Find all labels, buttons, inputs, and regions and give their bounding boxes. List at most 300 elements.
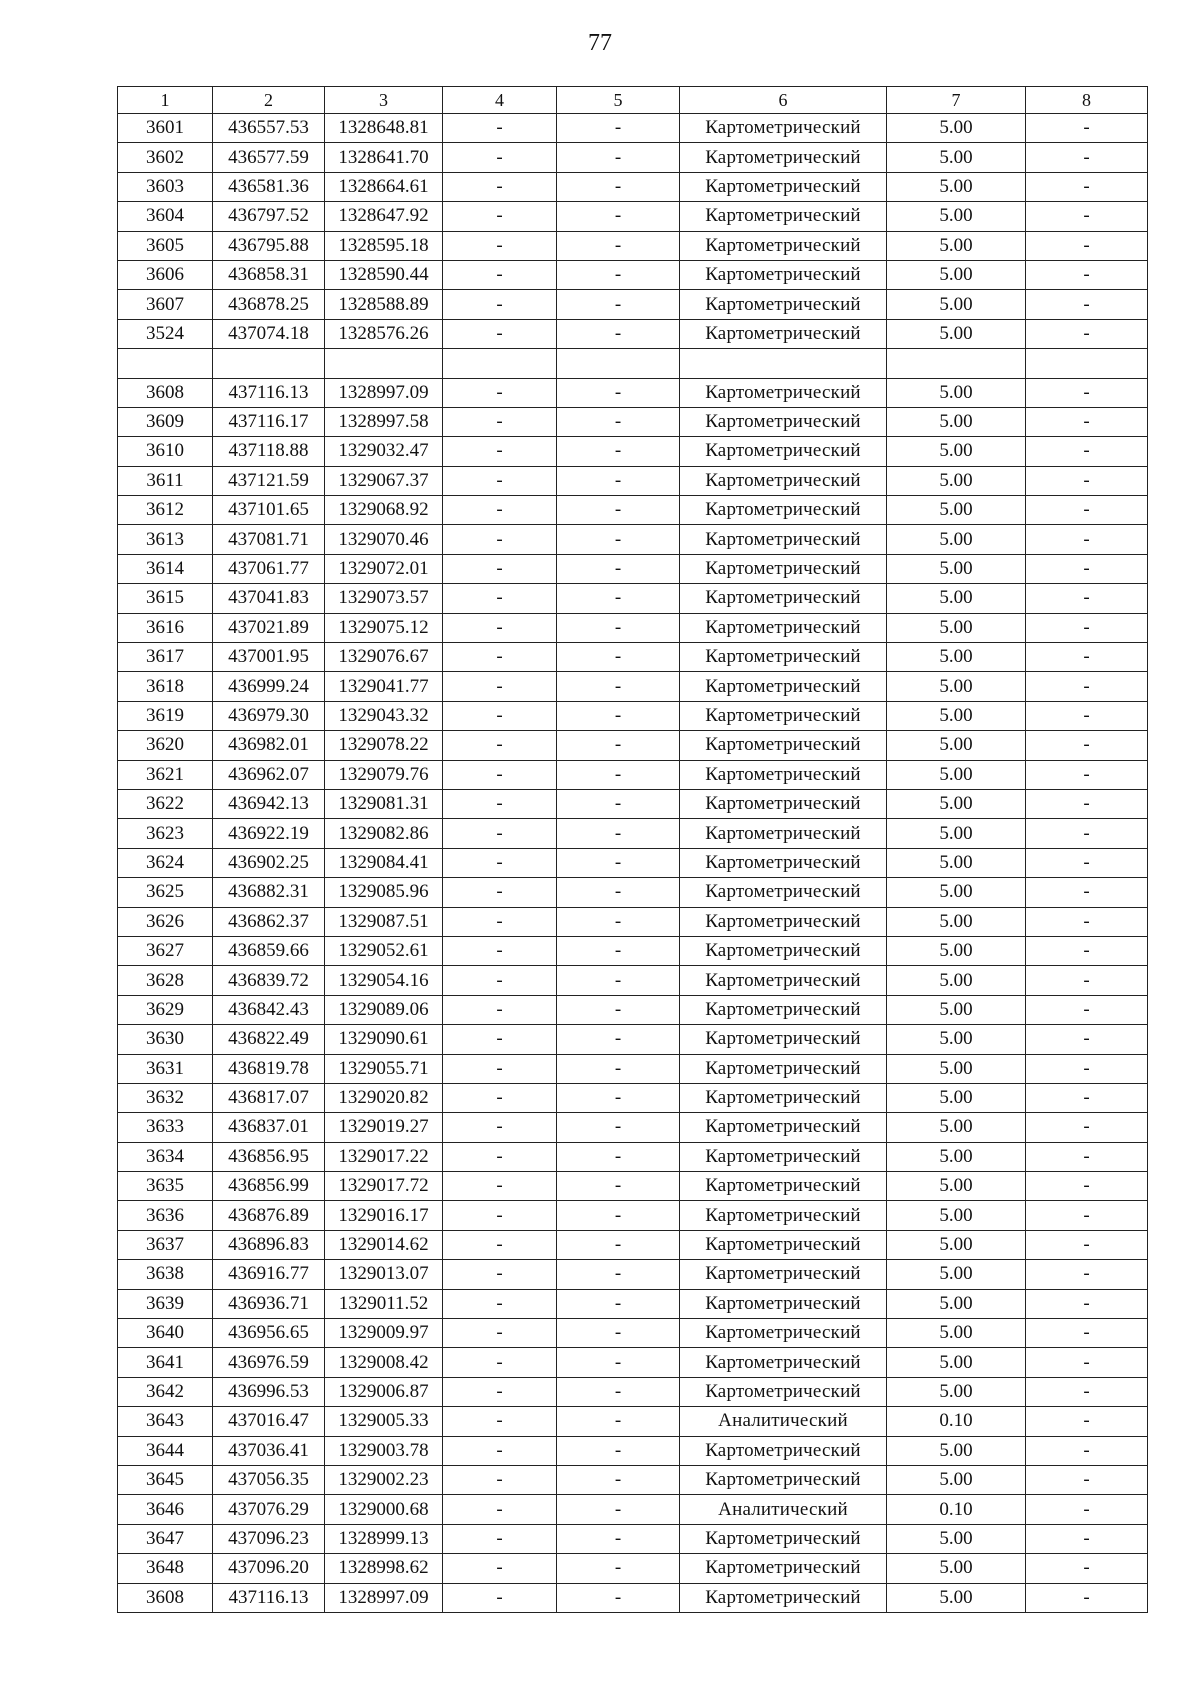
method-cell: Картометрический: [680, 1465, 887, 1494]
col5-cell: -: [557, 1377, 680, 1406]
y-coordinate-cell: 1328588.89: [325, 290, 443, 319]
y-coordinate-cell: 1328641.70: [325, 143, 443, 172]
point-number-cell: 3636: [118, 1201, 213, 1230]
col4-cell: -: [443, 1319, 557, 1348]
col4-cell: -: [443, 525, 557, 554]
col5-cell: -: [557, 231, 680, 260]
accuracy-cell: 5.00: [887, 1230, 1026, 1259]
table-row: [118, 936, 1148, 965]
col8-cell: -: [1026, 1054, 1148, 1083]
col4-cell: -: [443, 290, 557, 319]
table-row: [118, 643, 1148, 672]
point-number-cell: 3619: [118, 701, 213, 730]
point-number-cell: 3524: [118, 319, 213, 348]
point-number-cell: 3643: [118, 1407, 213, 1436]
y-coordinate-cell: 1329079.76: [325, 760, 443, 789]
point-number-cell: 3633: [118, 1113, 213, 1142]
point-number-cell: 3627: [118, 936, 213, 965]
point-number-cell: 3611: [118, 466, 213, 495]
y-coordinate-cell: 1329016.17: [325, 1201, 443, 1230]
column-header-8: 8: [1026, 87, 1148, 114]
table-row: [118, 525, 1148, 554]
col8-cell: -: [1026, 731, 1148, 760]
method-cell: Картометрический: [680, 1260, 887, 1289]
x-coordinate-cell: 436557.53: [213, 114, 325, 143]
accuracy-cell: 5.00: [887, 1054, 1026, 1083]
method-cell: Картометрический: [680, 1172, 887, 1201]
col8-cell: -: [1026, 1113, 1148, 1142]
col4-cell: -: [443, 114, 557, 143]
point-number-cell: 3624: [118, 848, 213, 877]
col4-cell: -: [443, 1289, 557, 1318]
method-cell: Картометрический: [680, 701, 887, 730]
accuracy-cell: 5.00: [887, 1377, 1026, 1406]
col4-cell: -: [443, 760, 557, 789]
x-coordinate-cell: 436962.07: [213, 760, 325, 789]
col8-cell: -: [1026, 907, 1148, 936]
col4-cell: -: [443, 1583, 557, 1612]
col4-cell: [443, 349, 557, 378]
point-number-cell: 3629: [118, 995, 213, 1024]
col8-cell: -: [1026, 260, 1148, 289]
y-coordinate-cell: 1328998.62: [325, 1554, 443, 1583]
table-row: [118, 202, 1148, 231]
y-coordinate-cell: 1329067.37: [325, 466, 443, 495]
y-coordinate-cell: 1329078.22: [325, 731, 443, 760]
accuracy-cell: 5.00: [887, 672, 1026, 701]
x-coordinate-cell: 437116.17: [213, 407, 325, 436]
accuracy-cell: 5.00: [887, 1319, 1026, 1348]
y-coordinate-cell: 1329011.52: [325, 1289, 443, 1318]
method-cell: Картометрический: [680, 760, 887, 789]
x-coordinate-cell: 437016.47: [213, 1407, 325, 1436]
y-coordinate-cell: 1329017.72: [325, 1172, 443, 1201]
table-row: [118, 584, 1148, 613]
col8-cell: [1026, 349, 1148, 378]
x-coordinate-cell: 436936.71: [213, 1289, 325, 1318]
accuracy-cell: 5.00: [887, 1083, 1026, 1112]
col5-cell: -: [557, 1113, 680, 1142]
col5-cell: -: [557, 1348, 680, 1377]
col5-cell: -: [557, 1465, 680, 1494]
accuracy-cell: 5.00: [887, 496, 1026, 525]
table-row: [118, 1319, 1148, 1348]
method-cell: Картометрический: [680, 789, 887, 818]
col5-cell: -: [557, 1436, 680, 1465]
col5-cell: -: [557, 554, 680, 583]
y-coordinate-cell: 1329014.62: [325, 1230, 443, 1259]
accuracy-cell: 5.00: [887, 260, 1026, 289]
accuracy-cell: 5.00: [887, 1583, 1026, 1612]
method-cell: Картометрический: [680, 966, 887, 995]
column-header-6: 6: [680, 87, 887, 114]
method-cell: Картометрический: [680, 1113, 887, 1142]
col4-cell: -: [443, 1495, 557, 1524]
col5-cell: -: [557, 995, 680, 1024]
y-coordinate-cell: 1329013.07: [325, 1260, 443, 1289]
col8-cell: -: [1026, 1201, 1148, 1230]
y-coordinate-cell: 1329090.61: [325, 1025, 443, 1054]
col5-cell: -: [557, 525, 680, 554]
point-number-cell: 3621: [118, 760, 213, 789]
point-number-cell: 3639: [118, 1289, 213, 1318]
col5-cell: -: [557, 701, 680, 730]
table-row: [118, 848, 1148, 877]
method-cell: Картометрический: [680, 290, 887, 319]
table-row: [118, 1172, 1148, 1201]
table-row: [118, 1201, 1148, 1230]
point-number-cell: 3637: [118, 1230, 213, 1259]
table-row: [118, 1495, 1148, 1524]
x-coordinate-cell: 436819.78: [213, 1054, 325, 1083]
col8-cell: -: [1026, 525, 1148, 554]
method-cell: Картометрический: [680, 437, 887, 466]
table-row: [118, 554, 1148, 583]
col8-cell: -: [1026, 1407, 1148, 1436]
y-coordinate-cell: 1329068.92: [325, 496, 443, 525]
method-cell: Картометрический: [680, 525, 887, 554]
table-row: [118, 1465, 1148, 1494]
column-header-1: 1: [118, 87, 213, 114]
col4-cell: -: [443, 819, 557, 848]
col5-cell: -: [557, 1583, 680, 1612]
col4-cell: -: [443, 672, 557, 701]
method-cell: Картометрический: [680, 1201, 887, 1230]
col5-cell: -: [557, 260, 680, 289]
point-number-cell: 3610: [118, 437, 213, 466]
col4-cell: -: [443, 407, 557, 436]
x-coordinate-cell: 437118.88: [213, 437, 325, 466]
col8-cell: -: [1026, 1319, 1148, 1348]
col5-cell: -: [557, 202, 680, 231]
col4-cell: -: [443, 1465, 557, 1494]
col8-cell: -: [1026, 407, 1148, 436]
y-coordinate-cell: 1328999.13: [325, 1524, 443, 1553]
col5-cell: -: [557, 848, 680, 877]
point-number-cell: 3618: [118, 672, 213, 701]
y-coordinate-cell: 1328590.44: [325, 260, 443, 289]
method-cell: Картометрический: [680, 202, 887, 231]
accuracy-cell: 5.00: [887, 290, 1026, 319]
y-coordinate-cell: 1328997.09: [325, 1583, 443, 1612]
col5-cell: -: [557, 936, 680, 965]
y-coordinate-cell: 1329075.12: [325, 613, 443, 642]
point-number-cell: 3638: [118, 1260, 213, 1289]
point-number-cell: 3634: [118, 1142, 213, 1171]
x-coordinate-cell: 437116.13: [213, 378, 325, 407]
method-cell: Картометрический: [680, 1348, 887, 1377]
point-number-cell: [118, 349, 213, 378]
x-coordinate-cell: 436577.59: [213, 143, 325, 172]
column-header-3: 3: [325, 87, 443, 114]
col4-cell: -: [443, 1377, 557, 1406]
x-coordinate-cell: 437096.20: [213, 1554, 325, 1583]
col5-cell: -: [557, 319, 680, 348]
table-row: [118, 407, 1148, 436]
accuracy-cell: 5.00: [887, 378, 1026, 407]
point-number-cell: 3616: [118, 613, 213, 642]
y-coordinate-cell: 1329089.06: [325, 995, 443, 1024]
y-coordinate-cell: 1329084.41: [325, 848, 443, 877]
col5-cell: -: [557, 378, 680, 407]
table-row: [118, 1083, 1148, 1112]
column-header-5: 5: [557, 87, 680, 114]
col5-cell: -: [557, 584, 680, 613]
point-number-cell: 3602: [118, 143, 213, 172]
col5-cell: -: [557, 172, 680, 201]
col8-cell: -: [1026, 1289, 1148, 1318]
col5-cell: -: [557, 496, 680, 525]
table-row: [118, 114, 1148, 143]
table-row: [118, 496, 1148, 525]
y-coordinate-cell: 1329082.86: [325, 819, 443, 848]
x-coordinate-cell: 436822.49: [213, 1025, 325, 1054]
y-coordinate-cell: 1328664.61: [325, 172, 443, 201]
method-cell: Картометрический: [680, 1083, 887, 1112]
method-cell: Картометрический: [680, 143, 887, 172]
method-cell: Картометрический: [680, 260, 887, 289]
point-number-cell: 3628: [118, 966, 213, 995]
col5-cell: -: [557, 613, 680, 642]
y-coordinate-cell: 1329073.57: [325, 584, 443, 613]
table-row: [118, 878, 1148, 907]
accuracy-cell: 5.00: [887, 1172, 1026, 1201]
col8-cell: -: [1026, 1554, 1148, 1583]
accuracy-cell: 5.00: [887, 172, 1026, 201]
col5-cell: -: [557, 466, 680, 495]
col5-cell: -: [557, 907, 680, 936]
method-cell: Картометрический: [680, 907, 887, 936]
col5-cell: -: [557, 1524, 680, 1553]
column-header-2: 2: [213, 87, 325, 114]
x-coordinate-cell: 437056.35: [213, 1465, 325, 1494]
point-number-cell: 3608: [118, 1583, 213, 1612]
method-cell: Картометрический: [680, 1583, 887, 1612]
accuracy-cell: 5.00: [887, 1289, 1026, 1318]
col4-cell: -: [443, 643, 557, 672]
x-coordinate-cell: 436581.36: [213, 172, 325, 201]
y-coordinate-cell: 1328647.92: [325, 202, 443, 231]
col8-cell: -: [1026, 319, 1148, 348]
table-row: [118, 789, 1148, 818]
col8-cell: -: [1026, 584, 1148, 613]
method-cell: Картометрический: [680, 554, 887, 583]
x-coordinate-cell: 436876.89: [213, 1201, 325, 1230]
table-row: [118, 701, 1148, 730]
y-coordinate-cell: 1328997.09: [325, 378, 443, 407]
accuracy-cell: 5.00: [887, 643, 1026, 672]
col8-cell: -: [1026, 760, 1148, 789]
col4-cell: -: [443, 1554, 557, 1583]
col5-cell: -: [557, 1083, 680, 1112]
point-number-cell: 3609: [118, 407, 213, 436]
accuracy-cell: 0.10: [887, 1407, 1026, 1436]
col4-cell: -: [443, 878, 557, 907]
col4-cell: -: [443, 378, 557, 407]
table-row: [118, 1289, 1148, 1318]
col5-cell: -: [557, 672, 680, 701]
col8-cell: -: [1026, 290, 1148, 319]
col4-cell: -: [443, 172, 557, 201]
col5-cell: -: [557, 1025, 680, 1054]
method-cell: Картометрический: [680, 496, 887, 525]
col5-cell: -: [557, 731, 680, 760]
table-row: [118, 1230, 1148, 1259]
accuracy-cell: 5.00: [887, 143, 1026, 172]
point-number-cell: 3615: [118, 584, 213, 613]
col4-cell: -: [443, 1407, 557, 1436]
x-coordinate-cell: 437081.71: [213, 525, 325, 554]
col8-cell: -: [1026, 819, 1148, 848]
method-cell: Картометрический: [680, 848, 887, 877]
point-number-cell: 3644: [118, 1436, 213, 1465]
col4-cell: -: [443, 1524, 557, 1553]
col8-cell: -: [1026, 1260, 1148, 1289]
accuracy-cell: 5.00: [887, 114, 1026, 143]
method-cell: Картометрический: [680, 819, 887, 848]
y-coordinate-cell: 1329087.51: [325, 907, 443, 936]
col4-cell: -: [443, 437, 557, 466]
y-coordinate-cell: 1329019.27: [325, 1113, 443, 1142]
x-coordinate-cell: 436817.07: [213, 1083, 325, 1112]
table-row: [118, 613, 1148, 642]
table-row: [118, 1554, 1148, 1583]
y-coordinate-cell: 1328648.81: [325, 114, 443, 143]
x-coordinate-cell: 437074.18: [213, 319, 325, 348]
accuracy-cell: 5.00: [887, 1025, 1026, 1054]
point-number-cell: 3601: [118, 114, 213, 143]
accuracy-cell: 5.00: [887, 995, 1026, 1024]
col5-cell: -: [557, 1201, 680, 1230]
table-row: [118, 966, 1148, 995]
page-number: 77: [588, 30, 612, 56]
table-row: [118, 1583, 1148, 1612]
col8-cell: -: [1026, 672, 1148, 701]
col8-cell: -: [1026, 437, 1148, 466]
col5-cell: -: [557, 1230, 680, 1259]
col8-cell: -: [1026, 878, 1148, 907]
x-coordinate-cell: 437021.89: [213, 613, 325, 642]
x-coordinate-cell: 436916.77: [213, 1260, 325, 1289]
accuracy-cell: 5.00: [887, 1524, 1026, 1553]
col8-cell: -: [1026, 1025, 1148, 1054]
accuracy-cell: 5.00: [887, 731, 1026, 760]
x-coordinate-cell: 436896.83: [213, 1230, 325, 1259]
point-number-cell: 3620: [118, 731, 213, 760]
method-cell: Картометрический: [680, 1524, 887, 1553]
col8-cell: -: [1026, 613, 1148, 642]
x-coordinate-cell: 437001.95: [213, 643, 325, 672]
col4-cell: -: [443, 701, 557, 730]
col8-cell: -: [1026, 701, 1148, 730]
method-cell: Картометрический: [680, 1554, 887, 1583]
method-cell: Картометрический: [680, 672, 887, 701]
point-number-cell: 3614: [118, 554, 213, 583]
table-row: [118, 1260, 1148, 1289]
table-row: [118, 760, 1148, 789]
y-coordinate-cell: 1329054.16: [325, 966, 443, 995]
x-coordinate-cell: 436797.52: [213, 202, 325, 231]
col5-cell: -: [557, 760, 680, 789]
col8-cell: -: [1026, 1495, 1148, 1524]
col5-cell: -: [557, 1289, 680, 1318]
col4-cell: -: [443, 907, 557, 936]
col5-cell: -: [557, 878, 680, 907]
col5-cell: -: [557, 789, 680, 818]
col5-cell: -: [557, 407, 680, 436]
accuracy-cell: 5.00: [887, 613, 1026, 642]
method-cell: Аналитический: [680, 1407, 887, 1436]
y-coordinate-cell: 1329085.96: [325, 878, 443, 907]
method-cell: Картометрический: [680, 378, 887, 407]
accuracy-cell: 5.00: [887, 437, 1026, 466]
x-coordinate-cell: 436862.37: [213, 907, 325, 936]
col5-cell: -: [557, 1260, 680, 1289]
col5-cell: -: [557, 1407, 680, 1436]
point-number-cell: 3648: [118, 1554, 213, 1583]
table-row: [118, 672, 1148, 701]
col4-cell: -: [443, 1201, 557, 1230]
column-header-4: 4: [443, 87, 557, 114]
method-cell: Картометрический: [680, 643, 887, 672]
x-coordinate-cell: 436795.88: [213, 231, 325, 260]
col4-cell: -: [443, 789, 557, 818]
col8-cell: -: [1026, 231, 1148, 260]
col8-cell: -: [1026, 1436, 1148, 1465]
y-coordinate-cell: 1329000.68: [325, 1495, 443, 1524]
point-number-cell: 3603: [118, 172, 213, 201]
col4-cell: -: [443, 1172, 557, 1201]
y-coordinate-cell: 1328576.26: [325, 319, 443, 348]
method-cell: Картометрический: [680, 1025, 887, 1054]
accuracy-cell: 5.00: [887, 525, 1026, 554]
method-cell: Картометрический: [680, 1436, 887, 1465]
y-coordinate-cell: 1329052.61: [325, 936, 443, 965]
x-coordinate-cell: 437096.23: [213, 1524, 325, 1553]
table-row: [118, 437, 1148, 466]
col4-cell: -: [443, 1054, 557, 1083]
method-cell: Аналитический: [680, 1495, 887, 1524]
table-row: [118, 143, 1148, 172]
col8-cell: -: [1026, 789, 1148, 818]
table-row: [118, 1113, 1148, 1142]
col8-cell: -: [1026, 1348, 1148, 1377]
table-row: [118, 349, 1148, 378]
point-number-cell: 3631: [118, 1054, 213, 1083]
col4-cell: -: [443, 1025, 557, 1054]
point-number-cell: 3606: [118, 260, 213, 289]
x-coordinate-cell: 436856.95: [213, 1142, 325, 1171]
table-row: [118, 466, 1148, 495]
table-row: [118, 1377, 1148, 1406]
y-coordinate-cell: 1329043.32: [325, 701, 443, 730]
col4-cell: -: [443, 731, 557, 760]
table-row: [118, 1524, 1148, 1553]
accuracy-cell: 5.00: [887, 936, 1026, 965]
point-number-cell: 3612: [118, 496, 213, 525]
x-coordinate-cell: 437121.59: [213, 466, 325, 495]
x-coordinate-cell: 436982.01: [213, 731, 325, 760]
accuracy-cell: 5.00: [887, 466, 1026, 495]
col5-cell: -: [557, 437, 680, 466]
accuracy-cell: 5.00: [887, 1348, 1026, 1377]
col4-cell: -: [443, 936, 557, 965]
accuracy-cell: 5.00: [887, 554, 1026, 583]
method-cell: Картометрический: [680, 1377, 887, 1406]
y-coordinate-cell: 1329055.71: [325, 1054, 443, 1083]
x-coordinate-cell: 437101.65: [213, 496, 325, 525]
x-coordinate-cell: 436996.53: [213, 1377, 325, 1406]
